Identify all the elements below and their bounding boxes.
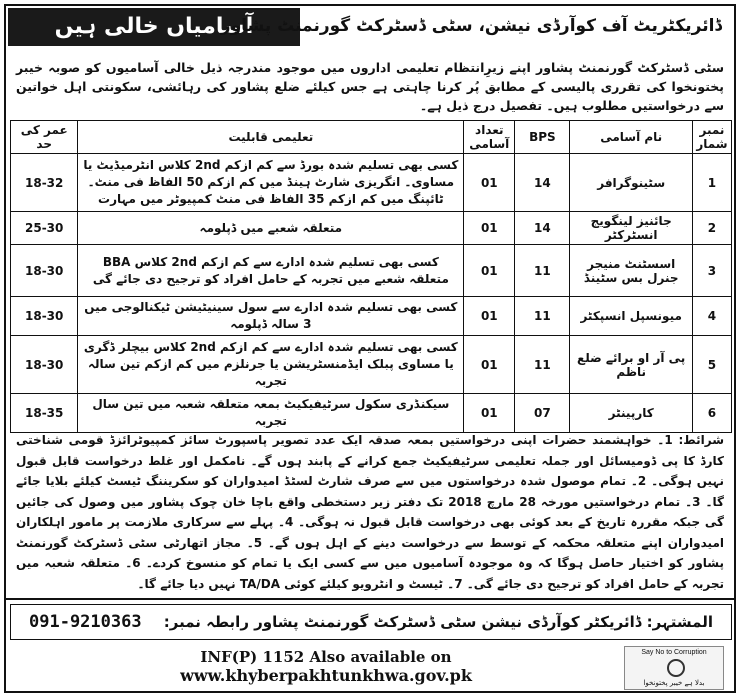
row-number: 1 [692, 154, 731, 212]
row-number: 2 [692, 212, 731, 245]
header-qualification: تعلیمی قابلیت [78, 121, 464, 154]
logo-caption: Say No to Corruption [641, 649, 707, 656]
row-number: 3 [692, 245, 731, 297]
advertisement-page [4, 4, 736, 693]
table-row [11, 297, 732, 336]
row-count: 01 [464, 212, 515, 245]
row-post: میونسپل انسپکٹر [570, 297, 693, 336]
table-row [11, 245, 732, 297]
row-bps: 14 [515, 154, 570, 212]
row-age: 18-30 [11, 297, 78, 336]
row-post: پی آر او برائے ضلع ناظم [570, 336, 693, 394]
section-divider [6, 598, 734, 600]
row-age: 18-30 [11, 245, 78, 297]
advertiser-box [10, 604, 732, 640]
anti-corruption-logo [624, 646, 724, 690]
logo-slogan: بدلا ہے خیبر پختونخوا [643, 679, 705, 687]
row-count: 01 [464, 297, 515, 336]
contact-phone: 091-9210363 [29, 612, 142, 632]
row-count: 01 [464, 394, 515, 433]
directorate-title: ڈائریکٹریٹ آف کوآرڈی نیشن، سٹی ڈسٹرکٹ گورنمنٹ پشاور [220, 16, 722, 36]
header-bps: BPS [515, 121, 570, 154]
row-count: 01 [464, 154, 515, 212]
row-age: 25-30 [11, 212, 78, 245]
row-qualification: کسی بھی تسلیم شدہ ادارے سے کم ازکم 2nd کلاس BBA متعلقہ شعبے میں تجربہ کے حامل افراد کو ترجیح دی جائے گی [78, 245, 464, 297]
header-age: عمر کی حد [11, 121, 78, 154]
table-header-row [11, 121, 732, 154]
intro-paragraph: سٹی ڈسٹرکٹ گورنمنٹ پشاور اپنے زیرِانتظام تعلیمی اداروں میں موجود مندرجہ ذیل خالی آسامیوں کو صوبہ خیبر پختونخوا کی تقرری پالیسی کے مطابق پُر کرنا چاہتی ہے جس کیلئے ضلع پشاور کی رہائشی، سکونتی اہل خواتین سے درخواستیں مطلوب ہیں۔ تفصیل درج ذیل ہے۔ [16, 60, 724, 113]
row-number: 5 [692, 336, 731, 394]
row-number: 6 [692, 394, 731, 433]
header-post: نام آسامی [570, 121, 693, 154]
row-age: 18-30 [11, 336, 78, 394]
row-qualification: کسی بھی تسلیم شدہ بورڈ سے کم ازکم 2nd کلاس انٹرمیڈیٹ یا مساوی۔ انگریزی شارٹ ہینڈ میں کم ازکم 50 الفاظ فی منٹ۔ ٹائپنگ میں کم ازکم 35 الفاظ فی منٹ کمپیوٹر میں مہارت [78, 154, 464, 212]
row-post: اسسٹنٹ منیجر جنرل بس سٹینڈ [570, 245, 693, 297]
row-bps: 07 [515, 394, 570, 433]
table-row [11, 212, 732, 245]
row-number: 4 [692, 297, 731, 336]
row-qualification: کسی بھی تسلیم شدہ ادارے سے سول سینیٹیشن ٹیکنالوجی میں 3 سالہ ڈپلومہ [78, 297, 464, 336]
row-bps: 11 [515, 336, 570, 394]
website-url: www.khyberpakhtunkhwa.gov.pk [180, 666, 472, 685]
footer [106, 648, 546, 685]
table-row [11, 154, 732, 212]
row-post: جائنیز لینگویج انسٹرکٹر [570, 212, 693, 245]
header-number: نمبر شمار [692, 121, 731, 154]
row-bps: 11 [515, 245, 570, 297]
row-bps: 14 [515, 212, 570, 245]
vacancies-table [10, 120, 732, 433]
table-row [11, 336, 732, 394]
row-qualification: کسی بھی تسلیم شدہ ادارے سے کم ازکم 2nd کلاس بیچلر ڈگری یا مساوی پبلک ایڈمنسٹریشن یا جرنلزم میں کم ازکم تین سالہ تجربہ [78, 336, 464, 394]
row-age: 18-32 [11, 154, 78, 212]
advertiser-label: المشتہر: ڈائریکٹر کوآرڈی نیشن سٹی ڈسٹرکٹ گورنمنٹ پشاور رابطہ نمبر: [163, 613, 713, 631]
row-count: 01 [464, 336, 515, 394]
inf-number: INF(P) 1152 Also available on [200, 648, 452, 666]
row-age: 18-35 [11, 394, 78, 433]
seal-icon [667, 659, 685, 677]
table-row [11, 394, 732, 433]
row-qualification: سیکنڈری سکول سرٹیفیکیٹ بمعہ متعلقہ شعبہ میں تین سال تجربہ [78, 394, 464, 433]
row-count: 01 [464, 245, 515, 297]
header-count: تعداد آسامی [464, 121, 515, 154]
terms-paragraph: شرائط: 1۔ خواہشمند حضرات اپنی درخواستیں بمعہ صدقہ ایک عدد تصویر پاسپورٹ سائز کمپیوٹرائزڈ قومی شناختی کارڈ کا پی ڈومیسائل اور جملہ تعلیمی سرٹیفیکیٹ جمع کرانے کے پابند ہوں گے۔ نامکمل اور غلط درخواست قابل قبول نہیں ہوگی۔ 2۔ تمام موصول شدہ درخواستوں میں سے صرف شارٹ لسٹڈ امیدواران کو سکریننگ ٹیسٹ کیلئے بلایا جائے گا۔ 3۔ تمام درخواستیں مورخہ 28 مارچ 2018 تک دفتر زیر دستخطی واقع باچا خان چوک پشاور میں وصول کی جائیں گی جبکہ مقررہ تاریخ کے بعد کوئی بھی درخواست قابل قبول نہ ہوگی۔ 4۔ پہلے سے سرکاری ملازمت پر مامور اہلکاران امیدواران اپنے متعلقہ محکمہ کے توسط سے درخواست دینے کے اہل ہوں گے۔ 5۔ مجاز اتھارٹی سٹی ڈسٹرکٹ گورنمنٹ پشاور کو اختیار حاصل ہوگا کہ وہ موجودہ آسامیوں میں سے کسی ایک یا تمام کو منسوخ کردے۔ 6۔ متعلقہ شعبہ میں تجربہ کے حامل افراد کو ترجیح دی جائے گی۔ 7۔ ٹیسٹ و انٹرویو کیلئے کوئی TA/DA نہیں دیا جائے گا۔ [16, 433, 725, 591]
vacancies-banner: آسامیاں خالی ہیں [8, 8, 300, 46]
row-post: سٹینوگرافر [570, 154, 693, 212]
row-qualification: متعلقہ شعبے میں ڈپلومہ [78, 212, 464, 245]
row-bps: 11 [515, 297, 570, 336]
row-post: کارپینٹر [570, 394, 693, 433]
header [6, 6, 734, 52]
